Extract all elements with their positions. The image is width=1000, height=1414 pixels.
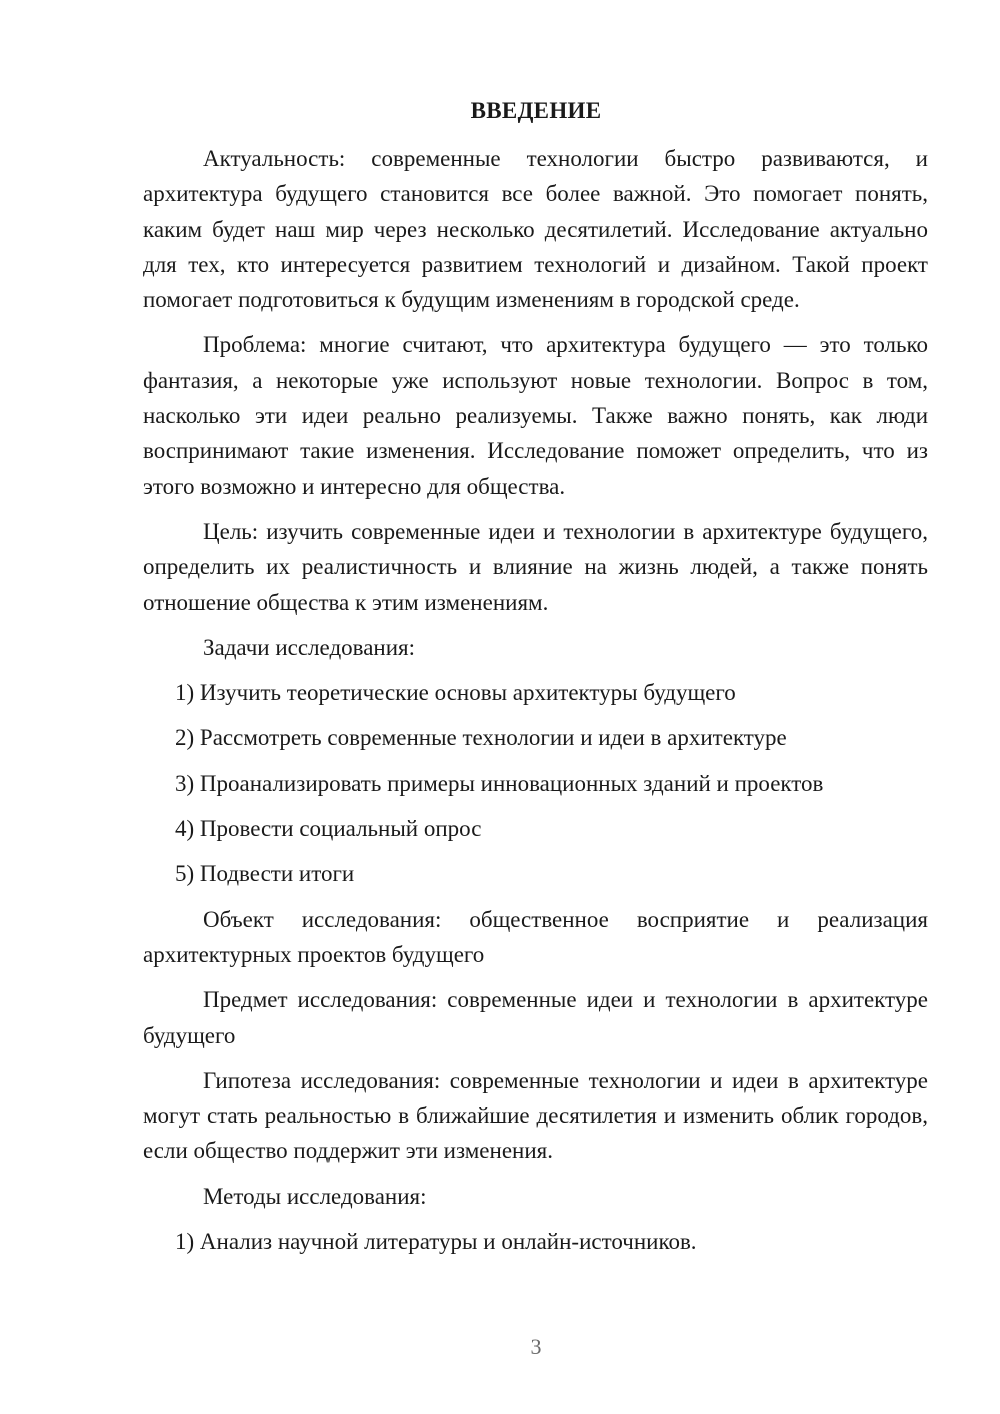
tasks-heading: Задачи исследования: (203, 634, 416, 660)
paragraph-subject: Предмет исследования: современные идеи и технологии в архитектуре будущего (143, 987, 928, 1048)
methods-heading: Методы исследования: (203, 1183, 427, 1209)
task-item: 1) Изучить теоретические основы архитектуры будущего (175, 680, 736, 706)
task-item: 3) Проанализировать примеры инновационных зданий и проектов (175, 770, 824, 796)
task-item: 5) Подвести итоги (175, 861, 355, 887)
paragraph-goal: Цель: изучить современные идеи и технологии в архитектуре будущего, определить их реалистичность и влияние на жизнь людей, а также понять отношение общества к этим изменениям. (143, 518, 928, 615)
document-body (143, 141, 928, 1269)
paragraph-relevance: Актуальность: современные технологии быстро развиваются, и архитектура будущего становится все более важной. Это помогает понять, каким будет наш мир через несколько десятилетий. Исследование актуально для тех, кто интересуется развитием технологий и дизайном. Такой проект помогает подготовиться к будущим изменениям в городской среде. (143, 146, 928, 313)
paragraph-hypothesis: Гипотеза исследования: современные технологии и идеи в архитектуре могут стать реальностью в ближайшие десятилетия и изменить облик городов, если общество поддержит эти изменения. (143, 1067, 928, 1164)
paragraph-problem: Проблема: многие считают, что архитектура будущего — это только фантазия, а некоторые уже используют новые технологии. Вопрос в том, насколько эти идеи реально реализуемы. Также важно понять, как люди воспринимают такие изменения. Исследование поможет определить, что из этого возможно и интересно для общества. (143, 332, 928, 499)
page-title: ВВЕДЕНИЕ (470, 98, 602, 123)
method-item: 1) Анализ научной литературы и онлайн-источников. (175, 1229, 697, 1255)
paragraph-object: Объект исследования: общественное восприятие и реализация архитектурных проектов будущего (143, 906, 928, 967)
task-item: 4) Провести социальный опрос (175, 816, 482, 842)
task-item: 2) Рассмотреть современные технологии и идеи в архитектуре (175, 725, 787, 751)
page-number: 3 (530, 1334, 542, 1359)
